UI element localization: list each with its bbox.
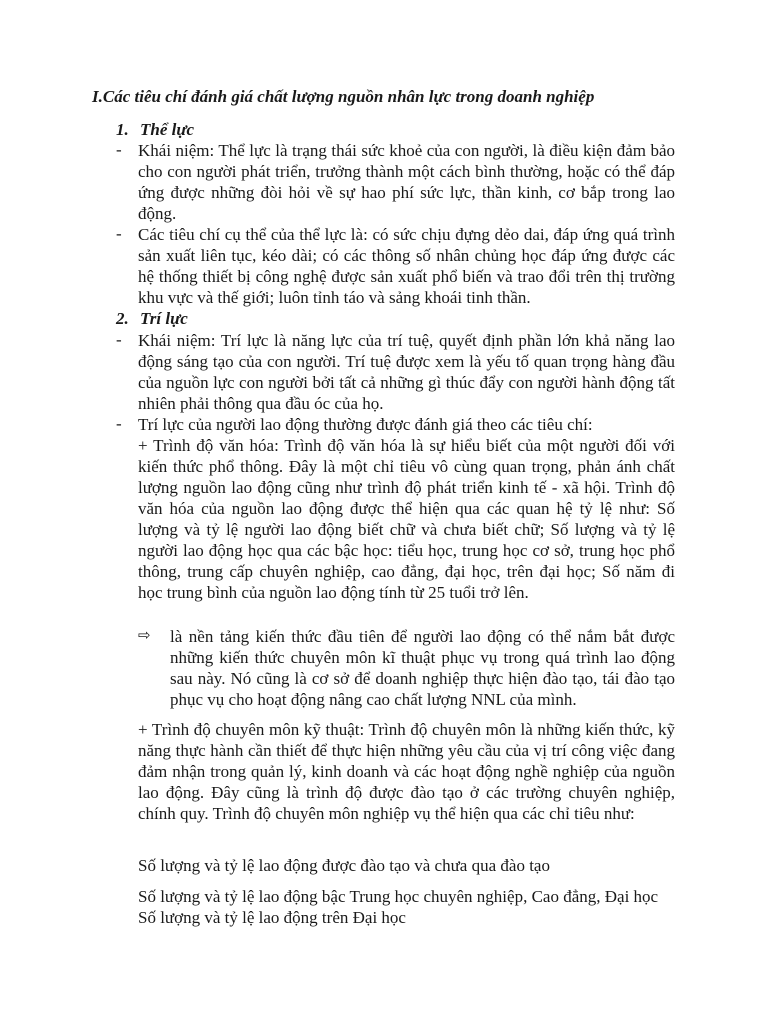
bullet-text: Các tiêu chí cụ thể của thể lực là: có sức chịu đựng dẻo dai, đáp ứng quá trình sản xuất liên tục, kéo dài; có các thông số nhân chủng học đáp ứng được các hệ thống thiết bị công nghệ được sản xuất phổ biến và trao đổi trên thị trường khu vực và thế giới; luôn tỉnh táo và sảng khoái tinh thần. xyxy=(138,225,675,307)
dash-marker: - xyxy=(116,140,122,159)
indicator-paragraph: Số lượng và tỷ lệ lao động được đào tạo và chưa qua đào tạo xyxy=(138,856,550,875)
section-the-luc xyxy=(116,120,194,140)
section-title: Trí lực xyxy=(140,309,188,328)
bullet-text: Khái niệm: Thể lực là trạng thái sức khoẻ của con người, là điều kiện đảm bảo cho con người phát triển, trưởng thành một cách bình thường, hoặc có thể đáp ứng được những đòi hỏi về sự hao phí sức lực, thần kinh, cơ bắp trong lao động. xyxy=(138,141,675,223)
section-title: Thể lực xyxy=(140,120,195,139)
dash-marker: - xyxy=(116,224,122,243)
section-number: 1. xyxy=(116,120,129,139)
sub-item-trinh-do-chuyen-mon: + Trình độ chuyên môn kỹ thuật: Trình độ chuyên môn là những kiến thức, kỹ năng thực hành cần thiết để thực hiện những yêu cầu của vị trí công việc đang đảm nhận trong quản lý, kinh doanh và các hoạt động nghề nghiệp của nguồn lao động. Đây cũng là trình độ được đào tạo ở các trường chuyên nghiệp, chính quy. Trình độ chuyên môn nghiệp vụ thể hiện qua các chỉ tiêu như: xyxy=(138,720,675,823)
right-arrow-icon: ⇨ xyxy=(138,626,151,644)
dash-marker: - xyxy=(116,414,122,433)
arrow-text: là nền tảng kiến thức đầu tiên để người lao động có thể nắm bắt được những kiến thức chuyên môn kĩ thuật phục vụ trong quá trình lao động sau này. Nó cũng là cơ sở để doanh nghiệp thực hiện đào tạo, tái đào tạo phục vụ cho hoạt động nâng cao chất lượng NNL của mình. xyxy=(170,627,675,709)
dash-marker: - xyxy=(116,330,122,349)
bullet-text: Khái niệm: Trí lực là năng lực của trí tuệ, quyết định phần lớn khả năng lao động sáng tạo của con người. Trí tuệ được xem là yếu tố quan trọng hàng đầu của nguồn lực con người bởi tất cả những gì thúc đẩy con người hành động tất nhiên phải thông qua đầu óc của họ. xyxy=(138,331,675,413)
document-heading: I.Các tiêu chí đánh giá chất lượng nguồn nhân lực trong doanh nghiệp xyxy=(92,87,595,106)
section-number: 2. xyxy=(116,309,129,328)
bullet-text: Trí lực của người lao động thường được đánh giá theo các tiêu chí: xyxy=(138,415,593,434)
sub-item-trinh-do-van-hoa: + Trình độ văn hóa: Trình độ văn hóa là sự hiểu biết của một người đối với kiến thức phổ thông. Đây là một chỉ tiêu vô cùng quan trọng, phản ánh chất lượng nguồn lao động cũng như trình độ phát triển kinh tế - xã hội. Trình độ văn hóa của nguồn lao động được thể hiện qua các quan hệ tỷ lệ như: Số lượng và tỷ lệ người lao động biết chữ và chưa biết chữ; Số lượng và tỷ lệ người lao động học qua các bậc học: tiểu học, trung học cơ sở, trung học phổ thông, trung cấp chuyên nghiệp, cao đẳng, đại học, trên đại học; Số năm đi học trung bình của nguồn lao động tính từ 25 tuổi trở lên. xyxy=(138,436,675,602)
indicator-paragraph: Số lượng và tỷ lệ lao động bậc Trung học chuyên nghiệp, Cao đẳng, Đại học Số lượng và tỷ lệ lao động trên Đại học xyxy=(138,887,659,927)
section-tri-luc xyxy=(116,309,188,329)
